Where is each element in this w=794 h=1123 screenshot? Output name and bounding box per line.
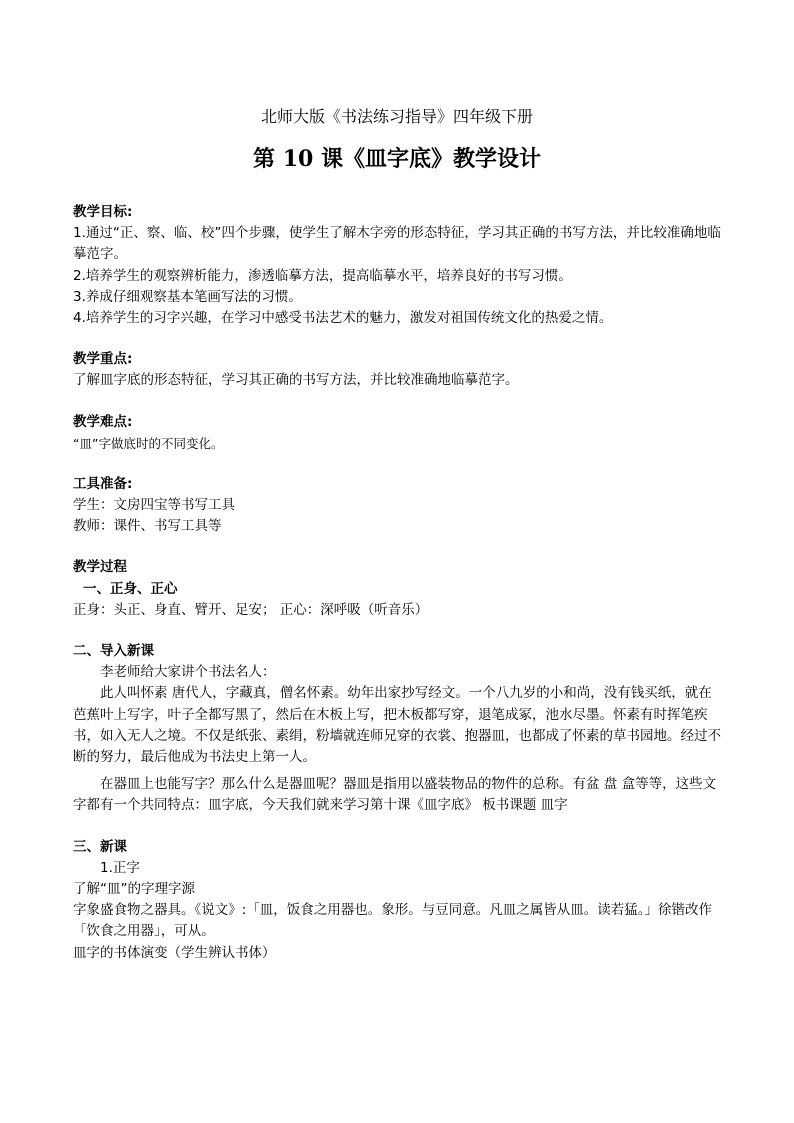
document-subtitle: 北师大版《书法练习指导》四年级下册	[260, 107, 533, 126]
part3-line-3: 皿字的书体演变（学生辨认书体）	[73, 944, 276, 961]
part1-text: 正身：头正、身直、臂开、足安； 正心：深呼吸（听音乐）	[73, 601, 429, 618]
objective-item-1: 1.通过“正、察、临、校”四个步骤，使学生了解木字旁的形态特征，学习其正确的书写方法，并比较准确地临摹范字。	[73, 225, 721, 263]
key-points-heading: 教学重点:	[73, 351, 133, 368]
tools-heading: 工具准备:	[73, 475, 133, 492]
key-points-text: 了解皿字底的形态特征，学习其正确的书写方法，并比较准确地临摹范字。	[73, 372, 519, 389]
part1-heading: 一、正身、正心	[83, 580, 178, 597]
objectives-heading: 教学目标:	[73, 204, 133, 220]
document-body	[73, 202, 723, 964]
part3-line-2: 字象盛食物之器具。《说文》:「皿，饭食之用器也。象形。与豆同意。凡皿之属皆从皿。读若猛。」徐锴改作「饮食之用器」，可从。	[73, 902, 713, 940]
part3-step: 1.正字	[100, 859, 140, 876]
part2-question: 在器皿上也能写字？那么什么是器皿呢？器皿是指用以盛装物品的物件的总称。有盆 盘 盒等等，这些文字都有一个共同特点：皿字底，今天我们就来学习第十课《皿字底》 板书课题 皿字	[73, 776, 717, 814]
difficulties-heading: 教学难点:	[73, 413, 133, 430]
difficulties-text: “皿”字做底时的不同变化。	[73, 435, 224, 451]
objective-item-2: 2.培养学生的观察辨析能力，渗透临摹方法，提高临摹水平，培养良好的书写习惯。	[73, 267, 572, 284]
document-title: 第 10 课《皿字底》教学设计	[253, 146, 541, 172]
objective-item-4: 4.培养学生的习字兴趣，在学习中感受书法艺术的魅力，激发对祖国传统文化的热爱之情。	[73, 309, 613, 326]
process-heading: 教学过程	[73, 559, 127, 576]
part2-story: 此人叫怀素 唐代人，字藏真，僧名怀素。幼年出家抄写经文。一个八九岁的小和尚，没有钱买纸，就在芭蕉叶上写字，叶子全都写黑了，然后在木板上写，把木板都写穿，退笔成冢，池水尽墨。怀素有时挥笔疾书，如入无人之境。不仅是纸张、素绢，粉墙就连师兄穿的衣裳、抱器皿，也都成了怀素的草书园地。经过不断的努力，最后他成为书法史上第一人。	[73, 685, 721, 766]
part3-heading: 三、新课	[73, 838, 127, 855]
part2-intro: 李老师给大家讲个书法名人：	[100, 664, 276, 681]
part2-heading: 二、导入新课	[73, 643, 154, 660]
tools-student: 学生：文房四宝等书写工具	[73, 497, 235, 514]
tools-teacher: 教师：课件、书写工具等	[73, 518, 222, 535]
part3-line-1: 了解“皿”的字理字源	[73, 881, 195, 897]
objective-item-3: 3.养成仔细观察基本笔画写法的习惯。	[73, 288, 302, 305]
